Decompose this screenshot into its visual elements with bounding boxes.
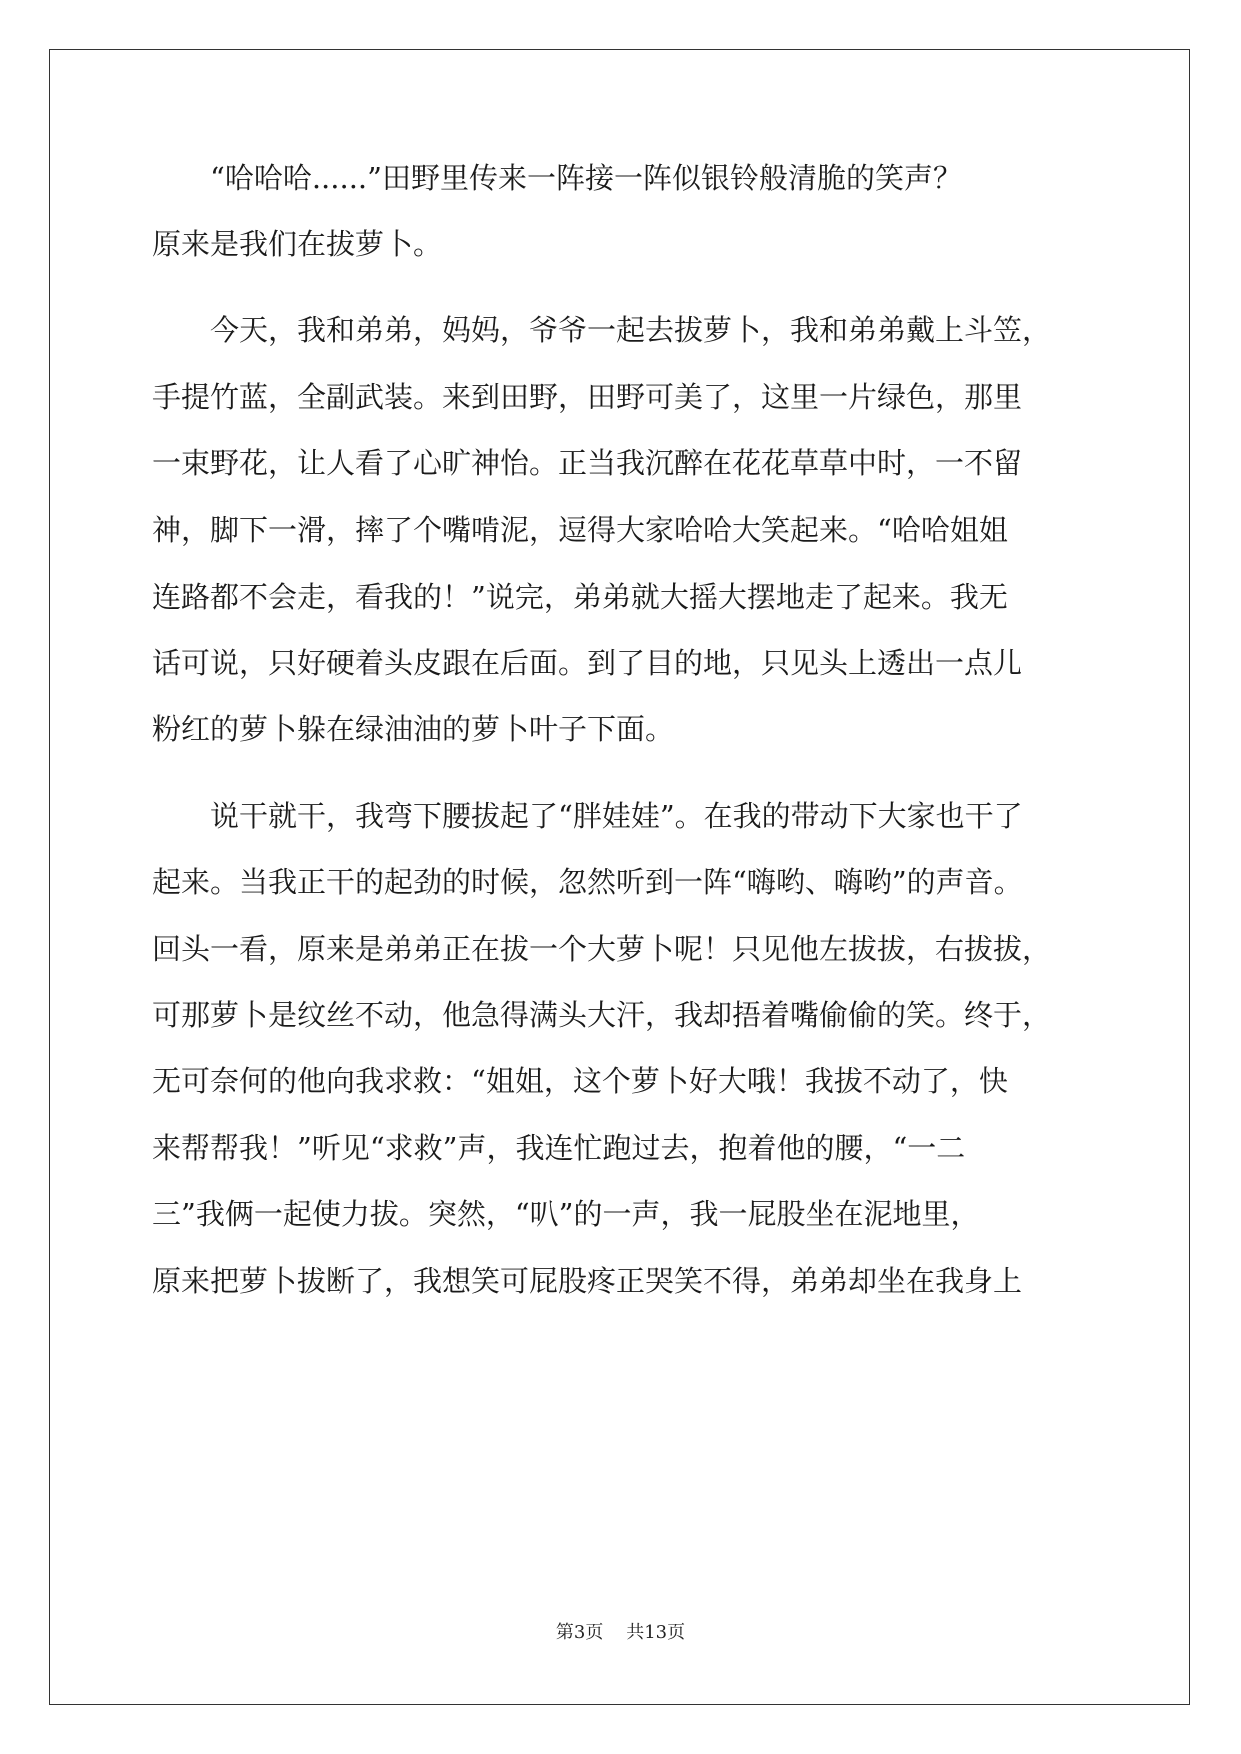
text-line: 无可奈何的他向我求救：“姐姐，这个萝卜好大哦！我拔不动了，快 (152, 1064, 1008, 1098)
text-line: 来帮帮我！”听见“求救”声，我连忙跑过去，抱着他的腰，“一二 (152, 1131, 966, 1165)
text-line: 连路都不会走，看我的！”说完，弟弟就大摇大摆地走了起来。我无 (152, 580, 1008, 614)
text-line: 回头一看，原来是弟弟正在拔一个大萝卜呢！只见他左拔拔，右拔拔， (152, 932, 1052, 966)
text-line: 话可说，只好硬着头皮跟在后面。到了目的地，只见头上透出一点儿 (152, 646, 1023, 680)
text-line: 手提竹蓝，全副武装。来到田野，田野可美了，这里一片绿色，那里 (152, 380, 1023, 414)
text-line: 三”我俩一起使力拔。突然，“叭”的一声，我一屁股坐在泥地里， (152, 1197, 980, 1231)
text-line: 一束野花，让人看了心旷神怡。正当我沉醉在花花草草中时，一不留 (152, 446, 1023, 480)
text-line: 原来把萝卜拔断了，我想笑可屁股疼正哭笑不得，弟弟却坐在我身上 (152, 1264, 1023, 1298)
text-line: 说干就干，我弯下腰拔起了“胖娃娃”。在我的带动下大家也干了 (152, 799, 1023, 833)
text-line: 可那萝卜是纹丝不动，他急得满头大汗，我却捂着嘴偷偷的笑。终于， (152, 998, 1052, 1032)
text-line: “哈哈哈......”田野里传来一阵接一阵似银铃般清脆的笑声？ (152, 161, 962, 195)
text-line: 起来。当我正干的起劲的时候，忽然听到一阵“嗨哟、嗨哟”的声音。 (152, 865, 1023, 899)
page-total: 共13页 (626, 1622, 686, 1643)
page-number: 第3页 (555, 1622, 604, 1643)
text-line: 今天，我和弟弟，妈妈，爷爷一起去拔萝卜，我和弟弟戴上斗笠， (152, 313, 1052, 347)
text-line: 粉红的萝卜躲在绿油油的萝卜叶子下面。 (152, 712, 675, 746)
text-line: 原来是我们在拔萝卜。 (152, 227, 443, 261)
text-line: 神，脚下一滑，摔了个嘴啃泥，逗得大家哈哈大笑起来。“哈哈姐姐 (152, 513, 1008, 547)
page-footer (0, 1621, 1241, 1645)
